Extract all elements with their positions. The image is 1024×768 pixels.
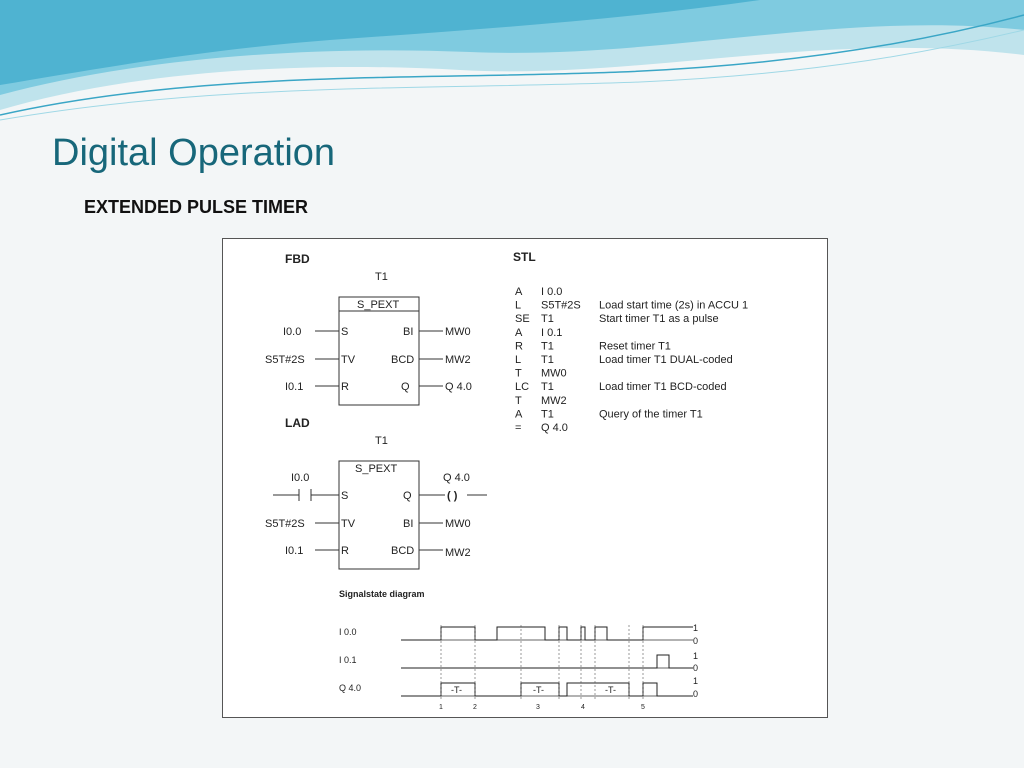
lad-coil-symbol: ( )	[447, 490, 458, 502]
stl-comment: Reset timer T1	[599, 340, 671, 353]
stl-op: A	[515, 286, 523, 298]
lad-output-bi: MW0	[445, 518, 471, 530]
trace-q40-waveform	[401, 683, 693, 696]
stl-operand: T1	[541, 354, 554, 366]
level-low-i00: 0	[693, 636, 699, 646]
fbd-output-q: Q 4.0	[445, 381, 472, 393]
fbd-pin-r: R	[341, 381, 349, 393]
stl-heading: STL	[513, 250, 536, 264]
trace-label-i01: I 0.1	[339, 655, 357, 665]
stl-comment: Query of the timer T1	[599, 408, 703, 421]
stl-op: R	[515, 340, 523, 353]
stl-comment: Start timer T1 as a pulse	[599, 313, 719, 326]
lad-heading: LAD	[285, 416, 310, 430]
fbd-output-bi: MW0	[445, 326, 471, 338]
pulse-label-2: -T-	[533, 685, 544, 695]
pulse-label-3: -T-	[605, 685, 616, 695]
fbd-input-r: I0.1	[285, 381, 304, 393]
stl-listing	[515, 286, 748, 434]
stl-op: =	[515, 422, 522, 434]
lad-input-r: I0.1	[285, 545, 304, 557]
stl-comment: Load start time (2s) in ACCU 1	[599, 299, 749, 312]
trace-label-i00: I 0.0	[339, 627, 357, 637]
lad-pin-bcd: BCD	[391, 545, 415, 557]
slide-title: Digital Operation	[52, 132, 336, 174]
lad-contact-label: I0.0	[291, 472, 310, 484]
stl-operand: T1	[541, 381, 554, 394]
stl-comment: Load timer T1 BCD-coded	[599, 381, 727, 394]
stl-operand: S5T#2S	[541, 299, 581, 312]
fbd-block-name: S_PEXT	[357, 299, 400, 311]
timer-figure	[222, 238, 828, 718]
stl-op: T	[515, 367, 522, 380]
level-low-i01: 0	[693, 663, 699, 673]
stl-op: A	[515, 326, 523, 339]
stl-operand: MW0	[541, 367, 567, 380]
stl-operand: I 0.0	[541, 286, 563, 298]
lad-coil-label: Q 4.0	[443, 472, 470, 484]
fbd-input-s: I0.0	[283, 326, 302, 338]
fbd-heading: FBD	[285, 252, 310, 266]
trace-i01-waveform	[401, 655, 693, 668]
stl-operand: I 0.1	[541, 326, 563, 339]
lad-output-bcd: MW2	[445, 547, 471, 559]
level-low-q40: 0	[693, 689, 699, 699]
lad-timer-label: T1	[375, 435, 388, 447]
fbd-pin-s: S	[341, 326, 349, 338]
stl-op: L	[515, 354, 522, 366]
trace-i00-waveform	[401, 627, 693, 640]
lad-input-tv: S5T#2S	[265, 518, 305, 530]
lad-block-name: S_PEXT	[355, 463, 398, 475]
lad-pin-s: S	[341, 490, 349, 502]
marker-3: 3	[536, 704, 540, 711]
stl-operand: T1	[541, 408, 554, 421]
level-high-q40: 1	[693, 676, 699, 686]
fbd-pin-bcd: BCD	[391, 354, 415, 366]
timer-diagram	[223, 239, 829, 719]
stl-operand: MW2	[541, 394, 567, 407]
stl-op: L	[515, 299, 522, 312]
marker-2: 2	[473, 704, 477, 711]
level-high-i00: 1	[693, 623, 699, 633]
lad-pin-q: Q	[403, 490, 412, 502]
stl-operand: T1	[541, 313, 554, 326]
stl-comment: Load timer T1 DUAL-coded	[599, 354, 733, 366]
fbd-output-bcd: MW2	[445, 354, 471, 366]
pulse-label-1: -T-	[451, 685, 462, 695]
lad-pin-tv: TV	[341, 518, 356, 530]
lad-pin-r: R	[341, 545, 349, 557]
fbd-timer-label: T1	[375, 271, 388, 283]
stl-operand: T1	[541, 340, 554, 353]
stl-op: A	[515, 408, 523, 421]
stl-op: SE	[515, 313, 530, 326]
stl-operand: Q 4.0	[541, 422, 568, 434]
fbd-pin-tv: TV	[341, 354, 356, 366]
header-wave-decoration	[0, 0, 1024, 130]
signal-heading: Signalstate diagram	[339, 589, 425, 599]
marker-4: 4	[581, 704, 585, 711]
marker-5: 5	[641, 704, 645, 711]
lad-pin-bi: BI	[403, 518, 414, 530]
marker-1: 1	[439, 704, 443, 711]
stl-op: LC	[515, 381, 530, 394]
slide-subtitle: EXTENDED PULSE TIMER	[84, 197, 309, 217]
stl-op: T	[515, 394, 522, 407]
level-high-i01: 1	[693, 651, 699, 661]
fbd-pin-q: Q	[401, 381, 410, 393]
fbd-input-tv: S5T#2S	[265, 354, 305, 366]
fbd-pin-bi: BI	[403, 326, 414, 338]
trace-label-q40: Q 4.0	[339, 683, 362, 693]
